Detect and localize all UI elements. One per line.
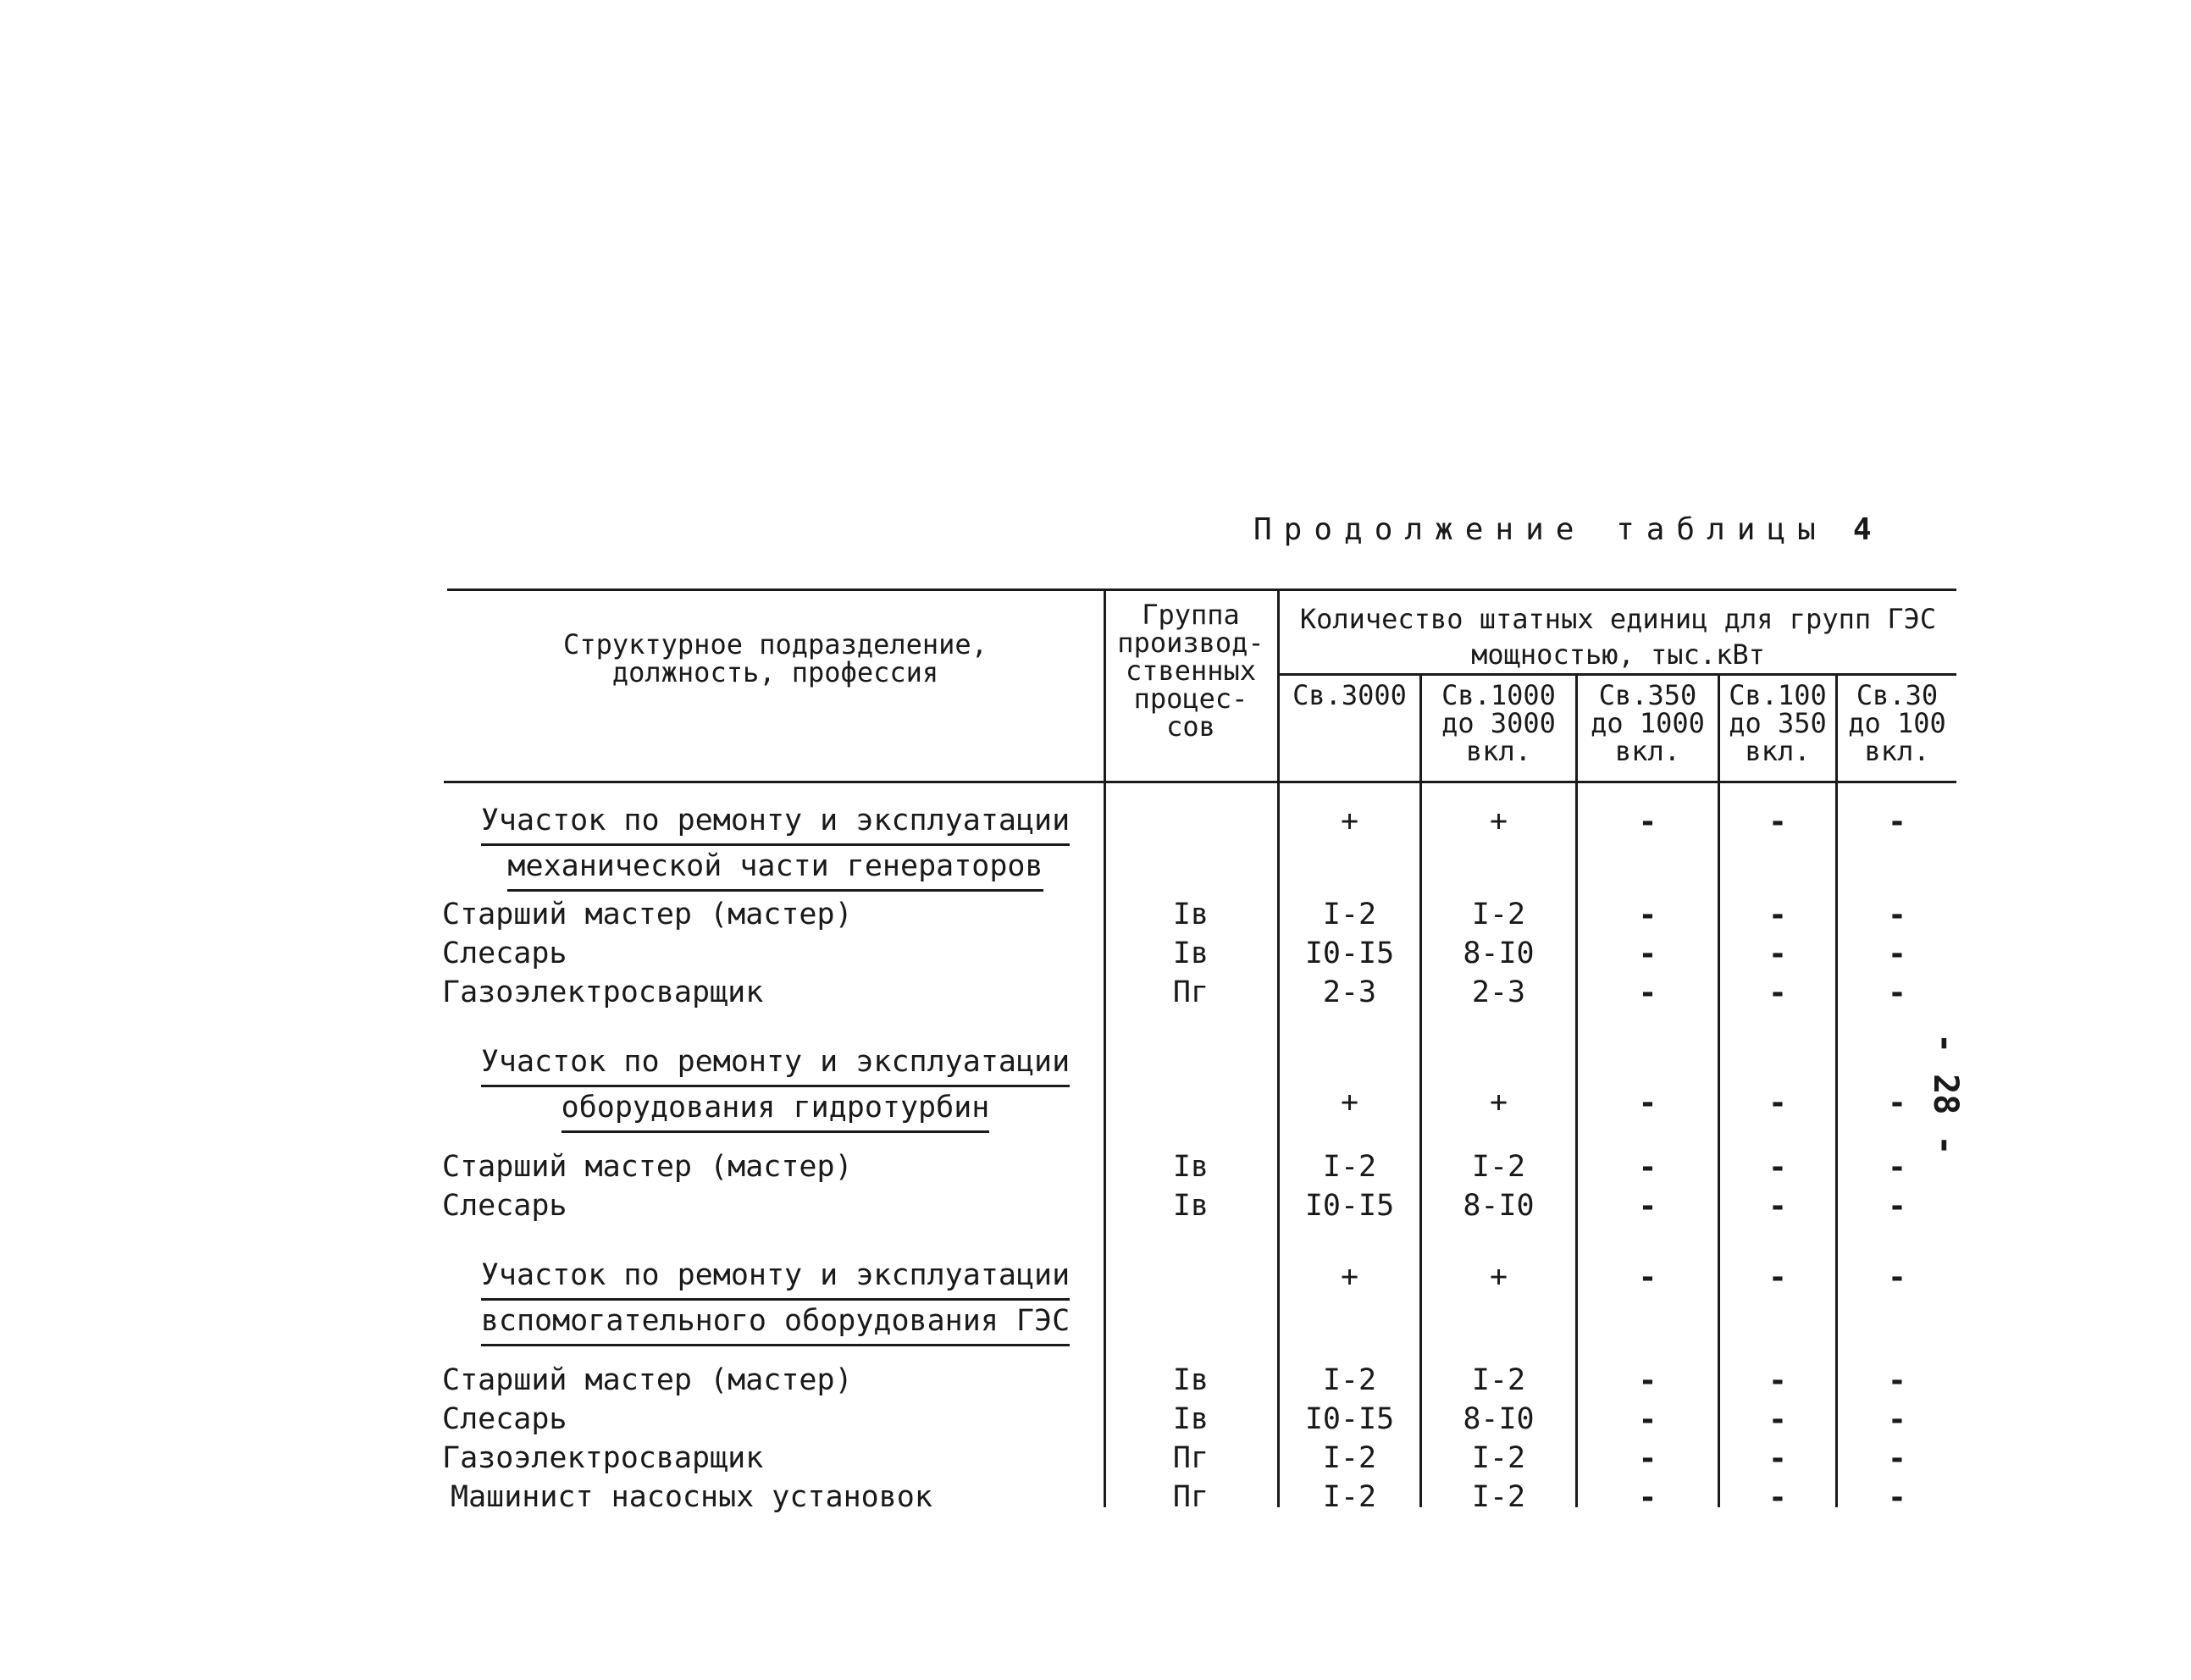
row-value: -	[1888, 898, 1906, 932]
header-line: производ-	[1117, 627, 1264, 659]
header-line: до 3000	[1441, 707, 1556, 739]
header-line: мощностью, тыс.кВт	[1471, 638, 1765, 671]
row-label: Газоэлектросварщик	[442, 1441, 764, 1475]
header-line: сов	[1166, 710, 1215, 743]
row-value: I-2	[1471, 1150, 1526, 1184]
header-line: Св.100	[1729, 679, 1827, 711]
header-line: ственных	[1125, 655, 1257, 687]
row-value: I-2	[1322, 898, 1377, 931]
row-value: -	[1768, 937, 1787, 971]
row-value: I-2	[1322, 1150, 1377, 1184]
row-value: I-2	[1322, 1480, 1377, 1514]
section-value: +	[1489, 1086, 1508, 1119]
header-capacity-col-2	[1422, 679, 1575, 767]
row-value: 8-I0	[1463, 1402, 1535, 1436]
row-value: I-2	[1471, 1363, 1526, 1397]
header-line: до 350	[1729, 707, 1827, 739]
header-capacity-col-5	[1838, 679, 1956, 767]
header-capacity-col-1	[1280, 679, 1419, 711]
header-line: вкл.	[1864, 735, 1930, 767]
row-label: Слесарь	[442, 1402, 567, 1436]
row-value: -	[1638, 1189, 1657, 1224]
row-label: Слесарь	[442, 937, 567, 970]
header-line: до 100	[1848, 707, 1946, 739]
row-value: -	[1638, 1441, 1657, 1476]
header-staff-units	[1280, 601, 1956, 672]
header-line: Группа	[1142, 599, 1240, 631]
section-value: +	[1340, 804, 1359, 838]
table-number: 4	[1852, 512, 1872, 547]
row-value: -	[1888, 1402, 1906, 1437]
row-group: Iв	[1172, 937, 1209, 970]
section-value: -	[1768, 1260, 1787, 1295]
row-value: -	[1888, 1150, 1906, 1185]
row-label: Старший мастер (мастер)	[442, 1150, 853, 1184]
row-value: -	[1888, 975, 1906, 1010]
row-value: 8-I0	[1463, 1189, 1535, 1223]
section-value: +	[1340, 1086, 1359, 1119]
section-value: -	[1638, 804, 1657, 839]
row-value: -	[1768, 1402, 1787, 1437]
row-group: Пг	[1172, 975, 1209, 1009]
row-value: -	[1768, 975, 1787, 1010]
header-line: Св.1000	[1441, 679, 1556, 711]
caption-text: Продолжение таблицы	[1253, 512, 1828, 547]
header-line: Св.3000	[1292, 679, 1407, 711]
row-value: -	[1888, 1441, 1906, 1476]
row-value: I-2	[1322, 1441, 1377, 1475]
row-label: Старший мастер (мастер)	[442, 898, 853, 931]
row-value: 2-3	[1322, 975, 1377, 1009]
row-value: I0-I5	[1304, 1189, 1395, 1223]
row-label: Газоэлектросварщик	[442, 975, 764, 1009]
row-value: -	[1638, 937, 1657, 971]
row-value: -	[1888, 1189, 1906, 1224]
row-value: -	[1638, 1363, 1657, 1398]
row-label: Старший мастер (мастер)	[442, 1363, 853, 1397]
row-value: I-2	[1471, 1480, 1526, 1514]
header-line: Структурное подразделение,	[563, 628, 988, 660]
row-value: 2-3	[1471, 975, 1526, 1009]
section-title	[447, 800, 1104, 892]
row-value: -	[1768, 1441, 1787, 1476]
row-value: -	[1768, 1363, 1787, 1398]
header-capacity-col-3	[1578, 679, 1718, 767]
header-line: процес-	[1133, 682, 1248, 715]
row-value: -	[1768, 1150, 1787, 1185]
row-value: -	[1638, 975, 1657, 1010]
row-label: Машинист насосных установок	[451, 1480, 932, 1514]
header-line: Св.30	[1856, 679, 1939, 711]
table-top-rule	[447, 589, 1956, 591]
row-value: -	[1888, 1480, 1906, 1515]
section-title-line: вспомогательного оборудования ГЭС	[481, 1301, 1070, 1346]
header-capacity-col-4	[1720, 679, 1835, 767]
row-group: Iв	[1172, 898, 1209, 931]
header-line: вкл.	[1745, 735, 1811, 767]
row-value: I-2	[1471, 1441, 1526, 1475]
row-value: I0-I5	[1304, 937, 1395, 970]
section-value: +	[1489, 1260, 1508, 1294]
header-bottom-rule	[444, 781, 1956, 783]
section-value: -	[1888, 804, 1906, 839]
row-group: Iв	[1172, 1363, 1209, 1397]
section-title-line: Участок по ремонту и эксплуатации	[481, 1042, 1070, 1087]
header-line: должность, профессия	[611, 656, 939, 688]
row-value: -	[1638, 1150, 1657, 1185]
section-value: -	[1888, 1260, 1906, 1295]
header-structural-unit	[447, 628, 1104, 688]
row-value: I-2	[1471, 898, 1526, 931]
header-line: Св.350	[1598, 679, 1697, 711]
row-value: -	[1768, 1480, 1787, 1515]
section-title-line: Участок по ремонту и эксплуатации	[481, 800, 1070, 846]
header-process-group	[1106, 601, 1275, 741]
header-line: вкл.	[1465, 735, 1532, 767]
row-value: -	[1638, 898, 1657, 932]
table-caption	[1253, 512, 1872, 547]
row-group: Iв	[1172, 1150, 1209, 1184]
page-number: - 28 -	[1926, 1033, 1965, 1156]
row-group: Пг	[1172, 1441, 1209, 1475]
row-value: -	[1888, 937, 1906, 971]
section-value: -	[1768, 804, 1787, 839]
section-value: -	[1638, 1260, 1657, 1295]
row-group: Iв	[1172, 1189, 1209, 1223]
row-group: Iв	[1172, 1402, 1209, 1436]
section-title	[447, 1042, 1104, 1133]
header-line: до 1000	[1591, 707, 1705, 739]
section-title-line: Участок по ремонту и эксплуатации	[481, 1255, 1070, 1301]
row-group: Пг	[1172, 1480, 1209, 1514]
section-value: -	[1638, 1086, 1657, 1120]
row-value: -	[1888, 1363, 1906, 1398]
section-title-line: оборудования гидротурбин	[562, 1087, 990, 1133]
row-value: I-2	[1322, 1363, 1377, 1397]
section-value: -	[1768, 1086, 1787, 1120]
section-value: +	[1489, 804, 1508, 838]
row-value: I0-I5	[1304, 1402, 1395, 1436]
section-title-line: механической части генераторов	[507, 846, 1043, 892]
section-value: -	[1888, 1086, 1906, 1120]
row-label: Слесарь	[442, 1189, 567, 1223]
row-value: 8-I0	[1463, 937, 1535, 970]
header-line: вкл.	[1614, 735, 1681, 767]
header-line: Количество штатных единиц для групп ГЭС	[1299, 603, 1937, 635]
row-value: -	[1638, 1480, 1657, 1515]
row-value: -	[1768, 1189, 1787, 1224]
section-title	[447, 1255, 1104, 1346]
span-header-rule	[1277, 673, 1956, 676]
row-value: -	[1638, 1402, 1657, 1437]
row-value: -	[1768, 898, 1787, 932]
section-value: +	[1340, 1260, 1359, 1294]
